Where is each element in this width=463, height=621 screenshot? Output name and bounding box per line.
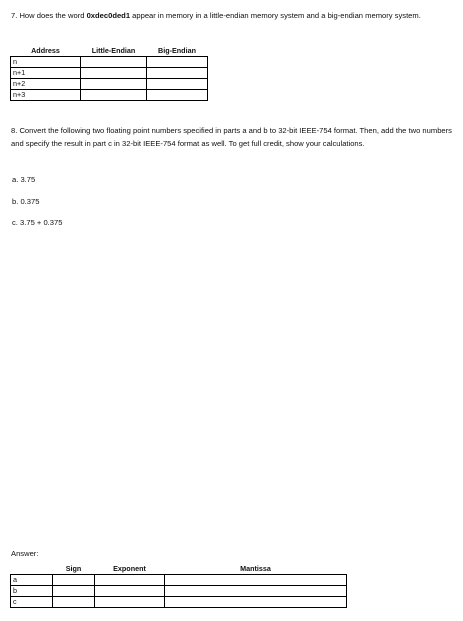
answer-row-label: b — [11, 586, 53, 597]
memory-address-cell: n+3 — [11, 90, 81, 101]
table-row — [11, 57, 208, 68]
answer-row-label: a — [11, 575, 53, 586]
mantissa-cell[interactable] — [165, 597, 347, 608]
little-endian-cell[interactable] — [81, 79, 147, 90]
memory-address-cell: n — [11, 57, 81, 68]
little-endian-cell[interactable] — [81, 90, 147, 101]
big-endian-cell[interactable] — [147, 79, 208, 90]
memory-header-address: Address — [11, 45, 81, 57]
memory-table-header — [11, 45, 208, 57]
question-7-word: 0xdec0ded1 — [86, 11, 131, 20]
question-7-suffix: appear in memory in a little-endian memory system and a big-endian memory system. — [130, 11, 421, 20]
answer-row-label: c — [11, 597, 53, 608]
table-row — [11, 586, 347, 597]
table-row — [11, 68, 208, 79]
big-endian-cell[interactable] — [147, 57, 208, 68]
sign-cell[interactable] — [53, 575, 95, 586]
memory-header-big-endian: Big-Endian — [147, 45, 208, 57]
big-endian-cell[interactable] — [147, 90, 208, 101]
big-endian-cell[interactable] — [147, 68, 208, 79]
mantissa-cell[interactable] — [165, 586, 347, 597]
answer-header-mantissa: Mantissa — [165, 563, 347, 575]
question-7 — [11, 9, 457, 22]
answer-table — [10, 563, 347, 608]
part-a-label: a. 3.75 — [12, 175, 36, 184]
table-row — [11, 575, 347, 586]
sign-cell[interactable] — [53, 597, 95, 608]
table-row — [11, 79, 208, 90]
exponent-cell[interactable] — [95, 575, 165, 586]
exponent-cell[interactable] — [95, 597, 165, 608]
table-row — [11, 90, 208, 101]
memory-header-little-endian: Little-Endian — [81, 45, 147, 57]
question-8: 8. Convert the following two floating point numbers specified in parts a and b to 32-bit IEEE-754 format. Then, add the two numbers and specify the result in part c in 32-bit IEEE-754 format as well. To get full credit, show your calculations. — [11, 126, 452, 148]
little-endian-cell[interactable] — [81, 68, 147, 79]
part-c-label: c. 3.75 + 0.375 — [12, 218, 63, 227]
question-7-prefix: 7. How does the word — [11, 11, 87, 20]
answer-header-blank — [11, 563, 53, 575]
table-row — [11, 597, 347, 608]
part-b-label: b. 0.375 — [12, 197, 40, 206]
memory-table — [10, 45, 208, 101]
mantissa-cell[interactable] — [165, 575, 347, 586]
answer-header-sign: Sign — [53, 563, 95, 575]
answer-table-header — [11, 563, 347, 575]
little-endian-cell[interactable] — [81, 57, 147, 68]
memory-address-cell: n+1 — [11, 68, 81, 79]
exponent-cell[interactable] — [95, 586, 165, 597]
answer-header-exponent: Exponent — [95, 563, 165, 575]
memory-address-cell: n+2 — [11, 79, 81, 90]
sign-cell[interactable] — [53, 586, 95, 597]
answer-label: Answer: — [11, 549, 39, 558]
